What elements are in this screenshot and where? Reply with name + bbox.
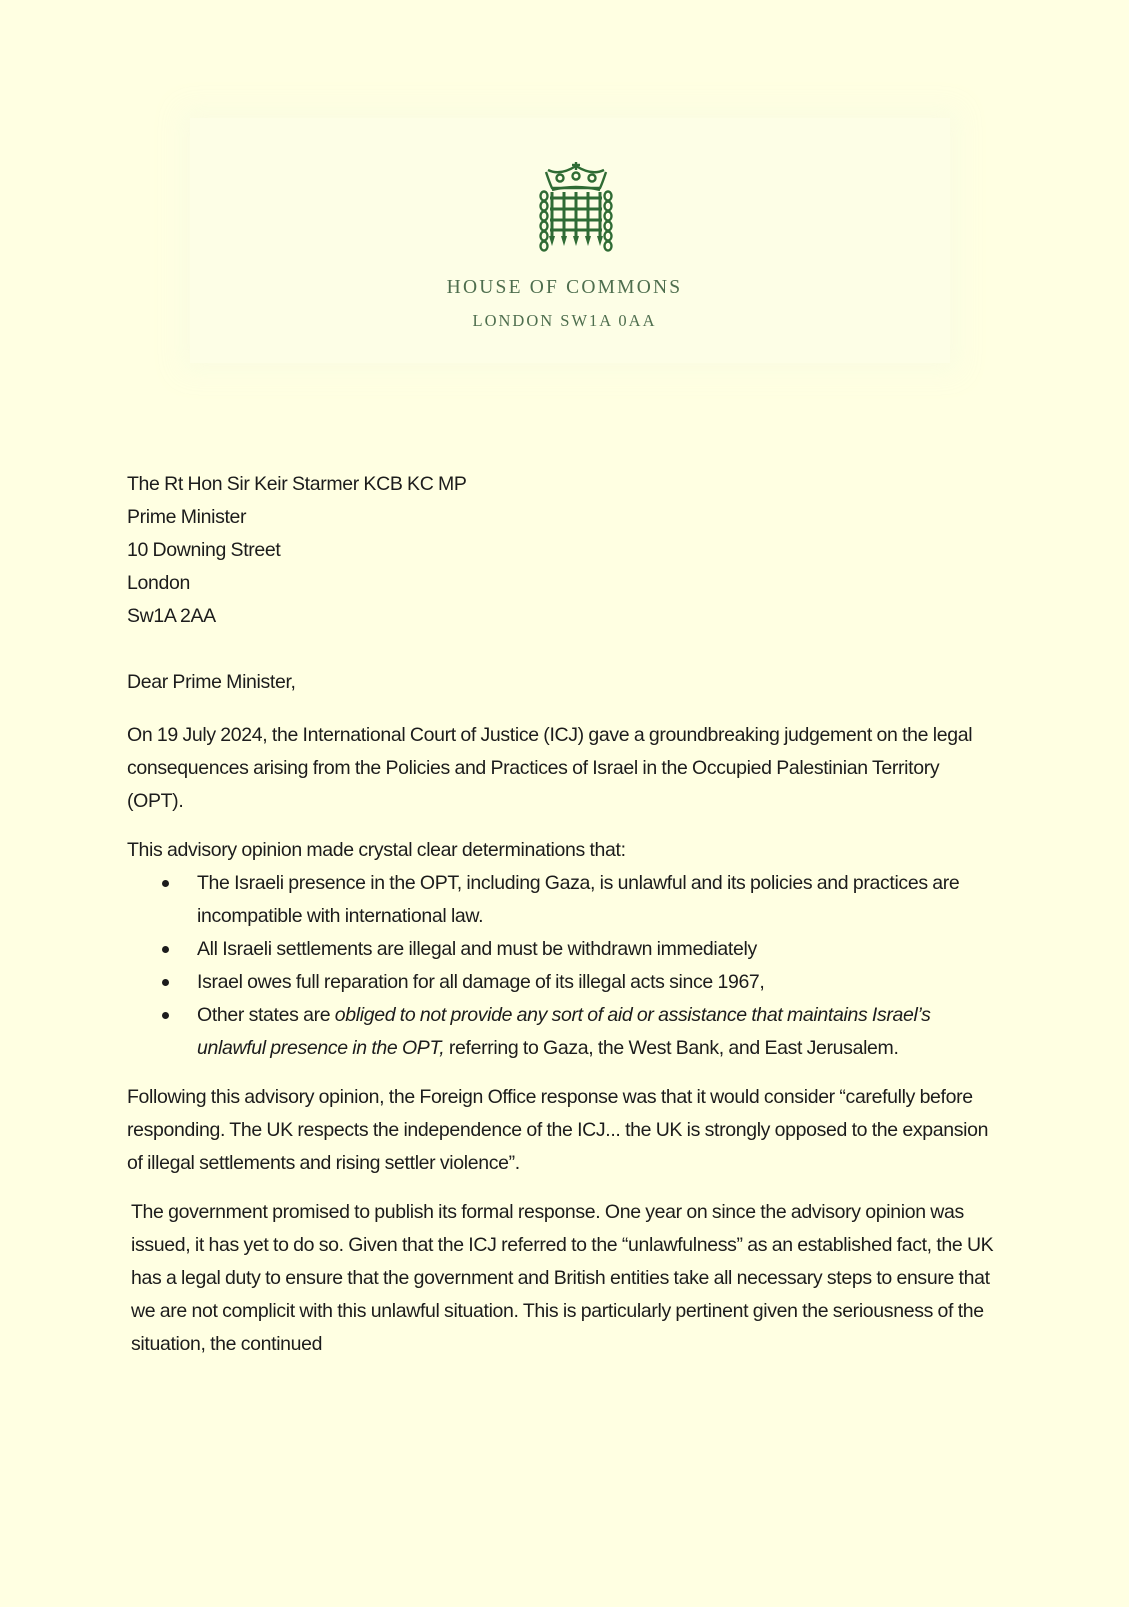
list-item bbox=[127, 966, 997, 999]
letterhead-address: LONDON SW1A 0AA bbox=[472, 311, 657, 330]
bullet-icon bbox=[162, 1012, 169, 1019]
paragraph-determinations-intro: This advisory opinion made crystal clear determinations that: bbox=[127, 839, 626, 861]
recipient-postcode: Sw1A 2AA bbox=[127, 605, 216, 627]
determination-text-prefix: Other states are bbox=[197, 1004, 335, 1026]
determination-text-italic: obliged to not provide any sort of aid or assistance that maintains Israel’s unlawful presence in the OPT, bbox=[197, 1004, 931, 1059]
determinations-list bbox=[127, 867, 997, 1065]
letter-body bbox=[127, 468, 997, 1361]
paragraph-icj-judgement: On 19 July 2024, the International Court of Justice (ICJ) gave a groundbreaking judgement on the legal consequences arising from the Policies and Practices of Israel in the Occupied Palestinian Territory (OPT). bbox=[127, 724, 973, 812]
paragraph-government-promise: The government promised to publish its formal response. One year on since the advisory opinion was issued, it has yet to do so. Given that the ICJ referred to the “unlawfulness” as an established fact, the UK has a legal duty to ensure that the government and British entities take all necessary steps to ensure that we are not complicit with this unlawful situation. This is particularly pertinent given the seriousness of the situation, the continued bbox=[131, 1201, 994, 1355]
bullet-icon bbox=[162, 880, 169, 887]
bullet-icon bbox=[162, 979, 169, 986]
salutation: Dear Prime Minister, bbox=[127, 671, 296, 693]
determination-text: All Israeli settlements are illegal and must be withdrawn immediately bbox=[197, 938, 757, 960]
list-item bbox=[127, 933, 997, 966]
recipient-street: 10 Downing Street bbox=[127, 539, 281, 561]
determination-text: Israel owes full reparation for all damage of its illegal acts since 1967, bbox=[197, 971, 765, 993]
list-item bbox=[127, 999, 997, 1065]
recipient-name: The Rt Hon Sir Keir Starmer KCB KC MP bbox=[127, 473, 467, 495]
recipient-address-block bbox=[127, 468, 997, 633]
list-item bbox=[127, 867, 997, 933]
recipient-city: London bbox=[127, 572, 190, 594]
bullet-icon bbox=[162, 946, 169, 953]
letterhead-institution: HOUSE OF COMMONS bbox=[446, 277, 683, 298]
paragraph-foreign-office-response: Following this advisory opinion, the Foreign Office response was that it would consider “carefully before responding. The UK respects the independence of the ICJ... the UK is strongly opposed to the expansion of illegal settlements and rising settler violence”. bbox=[127, 1086, 989, 1174]
recipient-title: Prime Minister bbox=[127, 506, 247, 528]
determination-text: The Israeli presence in the OPT, including Gaza, is unlawful and its policies and practices are incompatible with international law. bbox=[197, 872, 960, 927]
portcullis-crown-icon bbox=[538, 162, 614, 252]
determination-text-suffix: referring to Gaza, the West Bank, and East Jerusalem. bbox=[444, 1037, 899, 1059]
